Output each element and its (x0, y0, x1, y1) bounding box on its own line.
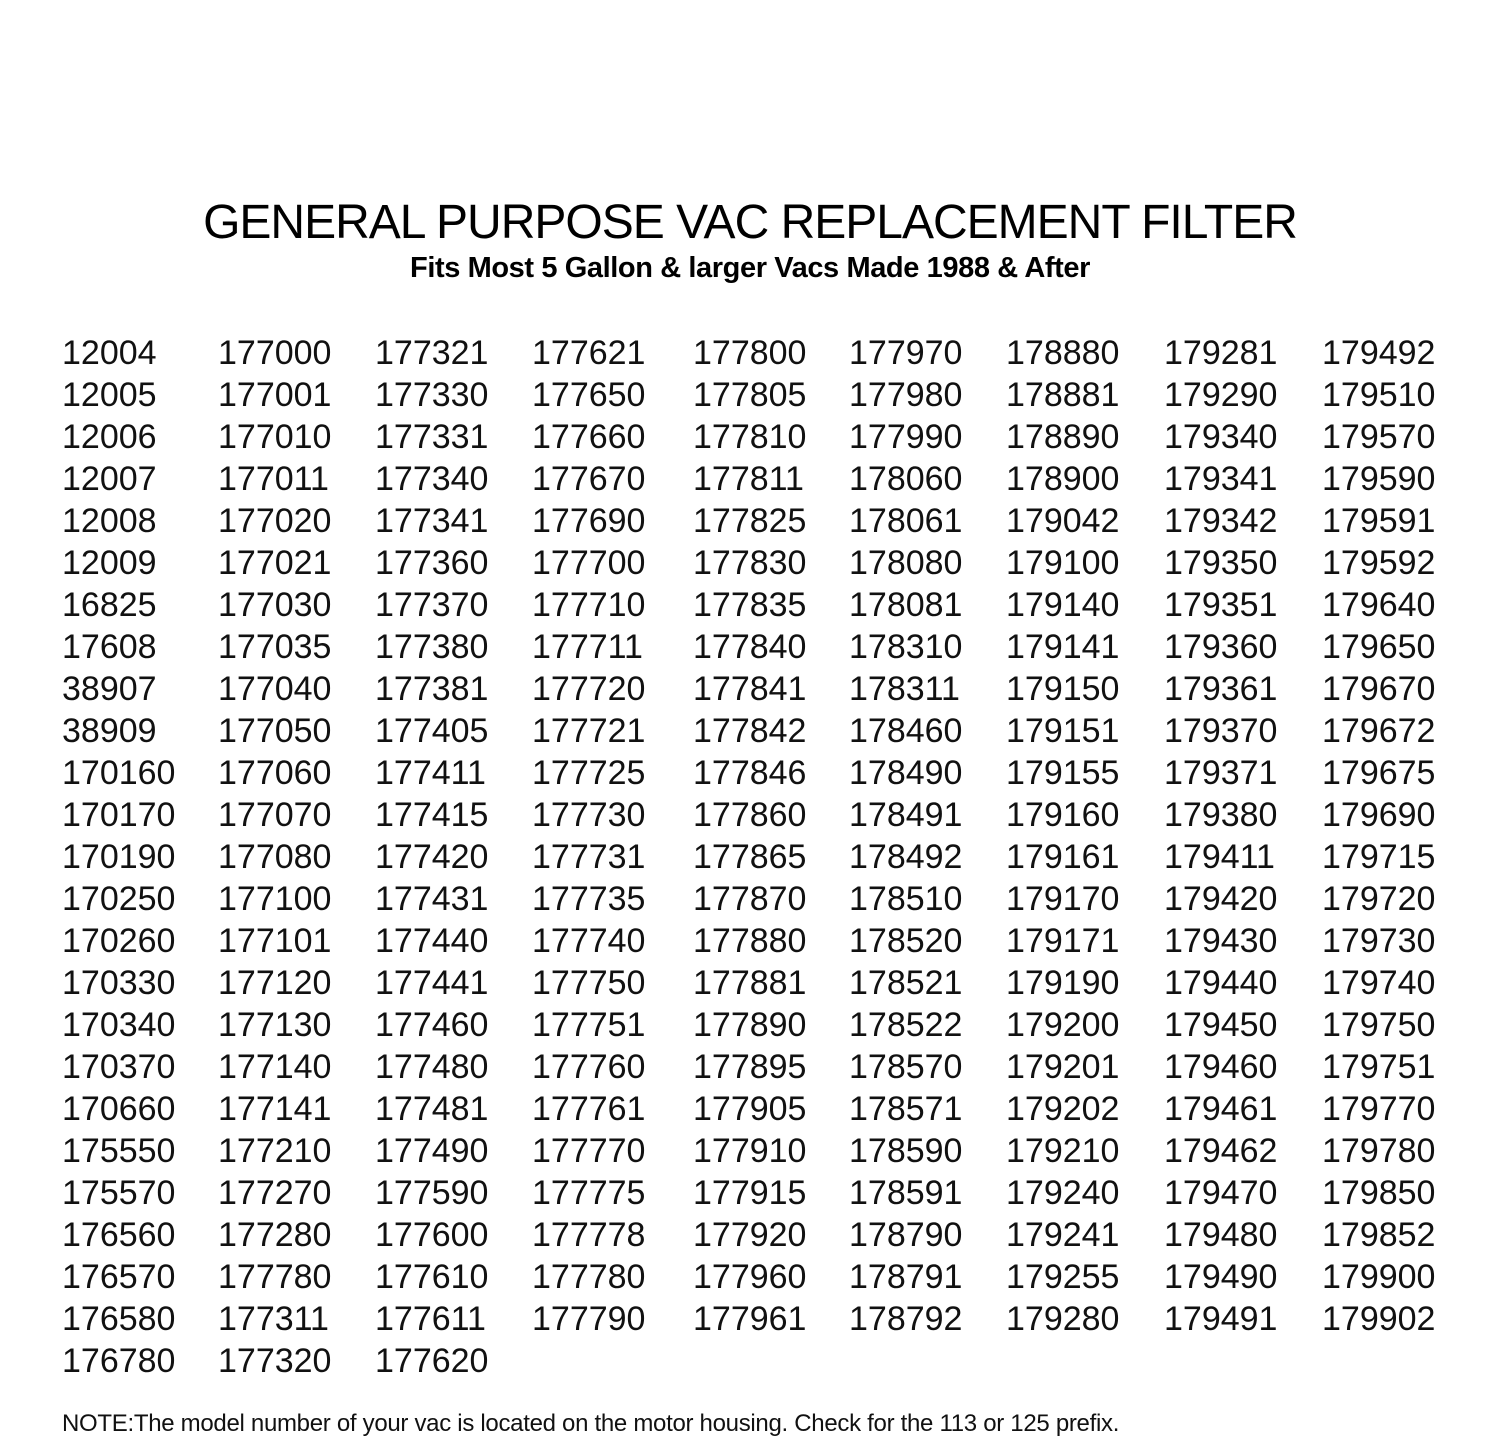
model-number: 179371 (1164, 754, 1278, 792)
model-number: 177381 (375, 670, 489, 708)
model-number: 177730 (532, 796, 646, 834)
model-number: 177760 (532, 1048, 646, 1086)
model-number: 179450 (1164, 1006, 1278, 1044)
model-number: 179370 (1164, 712, 1278, 750)
model-number: 179591 (1322, 502, 1436, 540)
model-number: 177070 (218, 796, 332, 834)
model-number: 179570 (1322, 418, 1436, 456)
model-number: 179170 (1006, 880, 1120, 918)
model-number: 179350 (1164, 544, 1278, 582)
model-number: 175570 (62, 1174, 176, 1212)
model-number: 179461 (1164, 1090, 1278, 1128)
model-number: 177990 (849, 418, 963, 456)
model-number: 179100 (1006, 544, 1120, 582)
page-title: GENERAL PURPOSE VAC REPLACEMENT FILTER (203, 196, 1297, 249)
model-number: 179210 (1006, 1132, 1120, 1170)
model-number: 179491 (1164, 1300, 1278, 1338)
model-number: 178311 (849, 670, 960, 708)
model-number: 177460 (375, 1006, 489, 1044)
model-number: 179342 (1164, 502, 1278, 540)
model-number: 179171 (1006, 922, 1120, 960)
model-number: 179380 (1164, 796, 1278, 834)
model-number: 179900 (1322, 1258, 1436, 1296)
model-number: 177480 (375, 1048, 489, 1086)
model-number: 175550 (62, 1132, 176, 1170)
model-number: 178492 (849, 838, 963, 876)
model-column-2 (218, 332, 331, 1382)
model-number: 177331 (375, 418, 489, 456)
model-number: 178490 (849, 754, 963, 792)
model-number: 179420 (1164, 880, 1278, 918)
model-column-4 (532, 332, 645, 1340)
model-number: 178591 (849, 1174, 963, 1212)
model-number: 177405 (375, 712, 489, 750)
model-number: 179460 (1164, 1048, 1278, 1086)
model-number: 177000 (218, 334, 332, 372)
model-number: 12004 (62, 334, 157, 372)
model-number: 177120 (218, 964, 332, 1002)
model-number: 177865 (693, 838, 807, 876)
model-number: 179411 (1164, 838, 1275, 876)
model-number: 179902 (1322, 1300, 1436, 1338)
model-number: 179490 (1164, 1258, 1278, 1296)
model-number: 179155 (1006, 754, 1120, 792)
model-number: 178060 (849, 460, 963, 498)
model-number: 177980 (849, 376, 963, 414)
model-number: 170170 (62, 796, 176, 834)
model-number: 178791 (849, 1258, 963, 1296)
model-number: 177905 (693, 1090, 807, 1128)
model-number: 177441 (375, 964, 489, 1002)
model-number: 12009 (62, 544, 157, 582)
model-number: 177620 (375, 1342, 489, 1380)
model-number: 177280 (218, 1216, 332, 1254)
model-number: 178491 (849, 796, 963, 834)
model-number: 177370 (375, 586, 489, 624)
model-number: 177420 (375, 838, 489, 876)
model-number: 177490 (375, 1132, 489, 1170)
model-number: 179361 (1164, 670, 1278, 708)
model-number: 178880 (1006, 334, 1120, 372)
model-number: 177735 (532, 880, 646, 918)
model-number: 177870 (693, 880, 807, 918)
model-number: 179590 (1322, 460, 1436, 498)
model-number: 178522 (849, 1006, 963, 1044)
model-number: 178510 (849, 880, 963, 918)
model-number: 179750 (1322, 1006, 1436, 1044)
model-number: 179480 (1164, 1216, 1278, 1254)
model-number: 179201 (1006, 1048, 1120, 1086)
model-number: 38907 (62, 670, 157, 708)
model-number: 170660 (62, 1090, 176, 1128)
model-number: 177311 (218, 1300, 329, 1338)
model-number: 177341 (375, 502, 489, 540)
model-number: 177050 (218, 712, 332, 750)
model-number: 179241 (1006, 1216, 1120, 1254)
model-number: 179672 (1322, 712, 1436, 750)
model-number: 177440 (375, 922, 489, 960)
model-number-table (0, 332, 1500, 1392)
model-number: 178881 (1006, 376, 1120, 414)
model-number: 177030 (218, 586, 332, 624)
model-number: 179770 (1322, 1090, 1436, 1128)
model-number: 177600 (375, 1216, 489, 1254)
model-number: 177590 (375, 1174, 489, 1212)
model-number: 177380 (375, 628, 489, 666)
model-number: 177360 (375, 544, 489, 582)
model-number: 177670 (532, 460, 646, 498)
model-number: 179670 (1322, 670, 1436, 708)
model-number: 179430 (1164, 922, 1278, 960)
model-number: 179351 (1164, 586, 1278, 624)
model-number: 178460 (849, 712, 963, 750)
model-number: 177621 (532, 334, 646, 372)
model-number: 177895 (693, 1048, 807, 1086)
model-number: 177731 (532, 838, 646, 876)
model-number: 177970 (849, 334, 963, 372)
model-number: 179141 (1006, 628, 1120, 666)
model-number: 177035 (218, 628, 332, 666)
model-number: 179150 (1006, 670, 1120, 708)
model-number: 177330 (375, 376, 489, 414)
model-number: 177825 (693, 502, 807, 540)
model-number: 177411 (375, 754, 486, 792)
model-number: 177910 (693, 1132, 807, 1170)
model-number: 177841 (693, 670, 807, 708)
model-number: 177780 (532, 1258, 646, 1296)
model-column-9 (1322, 332, 1435, 1340)
model-number: 177805 (693, 376, 807, 414)
model-number: 179140 (1006, 586, 1120, 624)
model-number: 176560 (62, 1216, 176, 1254)
model-number: 17608 (62, 628, 157, 666)
model-number: 179200 (1006, 1006, 1120, 1044)
model-number: 177880 (693, 922, 807, 960)
model-number: 179650 (1322, 628, 1436, 666)
model-number: 177770 (532, 1132, 646, 1170)
model-number: 179240 (1006, 1174, 1120, 1212)
model-number: 177611 (375, 1300, 486, 1338)
model-number: 177415 (375, 796, 489, 834)
model-number: 177790 (532, 1300, 646, 1338)
model-number: 177835 (693, 586, 807, 624)
model-column-8 (1164, 332, 1277, 1340)
model-number: 177881 (693, 964, 807, 1002)
model-number: 177650 (532, 376, 646, 414)
model-number: 178900 (1006, 460, 1120, 498)
model-number: 177830 (693, 544, 807, 582)
model-number: 177710 (532, 586, 646, 624)
model-number: 179341 (1164, 460, 1278, 498)
model-number: 177811 (693, 460, 804, 498)
model-number: 177210 (218, 1132, 332, 1170)
model-column-7 (1006, 332, 1119, 1340)
model-number: 178081 (849, 586, 963, 624)
model-number: 177775 (532, 1174, 646, 1212)
model-number: 170340 (62, 1006, 176, 1044)
model-number: 179290 (1164, 376, 1278, 414)
model-number: 177860 (693, 796, 807, 834)
model-number: 179161 (1006, 838, 1120, 876)
model-number: 12005 (62, 376, 157, 414)
model-number: 179850 (1322, 1174, 1436, 1212)
model-number: 177961 (693, 1300, 807, 1338)
model-number: 177725 (532, 754, 646, 792)
model-number: 179715 (1322, 838, 1436, 876)
model-number: 179255 (1006, 1258, 1120, 1296)
model-number: 177140 (218, 1048, 332, 1086)
model-number: 179720 (1322, 880, 1436, 918)
model-number: 177780 (218, 1258, 332, 1296)
model-number: 179340 (1164, 418, 1278, 456)
model-number: 12008 (62, 502, 157, 540)
model-number: 179281 (1164, 334, 1278, 372)
model-number: 177721 (532, 712, 646, 750)
model-number: 177740 (532, 922, 646, 960)
model-number: 178080 (849, 544, 963, 582)
model-number: 178310 (849, 628, 963, 666)
model-number: 178792 (849, 1300, 963, 1338)
model-number: 170330 (62, 964, 176, 1002)
model-number: 177711 (532, 628, 643, 666)
model-number: 177141 (218, 1090, 332, 1128)
model-number: 177720 (532, 670, 646, 708)
model-number: 179675 (1322, 754, 1436, 792)
model-number: 177100 (218, 880, 332, 918)
model-number: 177915 (693, 1174, 807, 1212)
model-number: 170160 (62, 754, 176, 792)
model-number: 176580 (62, 1300, 176, 1338)
model-number: 179462 (1164, 1132, 1278, 1170)
model-column-1 (62, 332, 175, 1382)
model-number: 179852 (1322, 1216, 1436, 1254)
model-number: 12007 (62, 460, 157, 498)
model-number: 177010 (218, 418, 332, 456)
model-number: 177020 (218, 502, 332, 540)
model-number: 177481 (375, 1090, 489, 1128)
model-number: 177920 (693, 1216, 807, 1254)
model-number: 177778 (532, 1216, 646, 1254)
model-number: 178790 (849, 1216, 963, 1254)
model-number: 170260 (62, 922, 176, 960)
model-number: 178061 (849, 502, 963, 540)
model-number: 177060 (218, 754, 332, 792)
model-number: 177842 (693, 712, 807, 750)
model-number: 179280 (1006, 1300, 1120, 1338)
model-number: 177080 (218, 838, 332, 876)
model-number: 170250 (62, 880, 176, 918)
model-number: 178570 (849, 1048, 963, 1086)
model-number: 177800 (693, 334, 807, 372)
model-number: 177001 (218, 376, 332, 414)
model-number: 177840 (693, 628, 807, 666)
model-number: 179640 (1322, 586, 1436, 624)
model-number: 179202 (1006, 1090, 1120, 1128)
model-number: 179151 (1006, 712, 1120, 750)
model-number: 179160 (1006, 796, 1120, 834)
model-number: 179492 (1322, 334, 1436, 372)
model-number: 179751 (1322, 1048, 1436, 1086)
model-number: 176570 (62, 1258, 176, 1296)
model-number: 177021 (218, 544, 332, 582)
model-number: 170370 (62, 1048, 176, 1086)
model-number: 179780 (1322, 1132, 1436, 1170)
model-number: 177040 (218, 670, 332, 708)
model-number: 178890 (1006, 418, 1120, 456)
model-number: 177610 (375, 1258, 489, 1296)
model-number: 177751 (532, 1006, 646, 1044)
model-number: 179470 (1164, 1174, 1278, 1212)
model-number: 179440 (1164, 964, 1278, 1002)
model-number: 179042 (1006, 502, 1120, 540)
model-number: 179360 (1164, 628, 1278, 666)
model-number: 178521 (849, 964, 963, 1002)
model-number: 177011 (218, 460, 329, 498)
model-number: 178571 (849, 1090, 963, 1128)
model-number: 177101 (218, 922, 332, 960)
page-subtitle: Fits Most 5 Gallon & larger Vacs Made 1988 & After (410, 252, 1090, 284)
model-number: 177846 (693, 754, 807, 792)
model-number: 179592 (1322, 544, 1436, 582)
model-column-6 (849, 332, 962, 1340)
model-column-5 (693, 332, 806, 1340)
model-number: 177750 (532, 964, 646, 1002)
model-number: 177690 (532, 502, 646, 540)
model-number: 177270 (218, 1174, 332, 1212)
model-number: 177660 (532, 418, 646, 456)
model-number: 177810 (693, 418, 807, 456)
model-number: 178520 (849, 922, 963, 960)
model-number: 179740 (1322, 964, 1436, 1002)
model-number: 177320 (218, 1342, 332, 1380)
model-number: 177431 (375, 880, 489, 918)
model-number: 177761 (532, 1090, 646, 1128)
model-number: 179730 (1322, 922, 1436, 960)
model-number: 12006 (62, 418, 157, 456)
model-number: 178590 (849, 1132, 963, 1170)
model-number: 177960 (693, 1258, 807, 1296)
model-number: 16825 (62, 586, 157, 624)
model-number: 177890 (693, 1006, 807, 1044)
model-number: 179690 (1322, 796, 1436, 834)
model-number: 177130 (218, 1006, 332, 1044)
model-number: 177321 (375, 334, 489, 372)
model-number: 170190 (62, 838, 176, 876)
model-number: 179190 (1006, 964, 1120, 1002)
model-number: 179510 (1322, 376, 1436, 414)
model-number: 177340 (375, 460, 489, 498)
footnote: NOTE:The model number of your vac is located on the motor housing. Check for the 113 or 125 prefix. (62, 1410, 1120, 1437)
model-number: 176780 (62, 1342, 176, 1380)
model-number: 38909 (62, 712, 157, 750)
model-column-3 (375, 332, 488, 1382)
model-number: 177700 (532, 544, 646, 582)
